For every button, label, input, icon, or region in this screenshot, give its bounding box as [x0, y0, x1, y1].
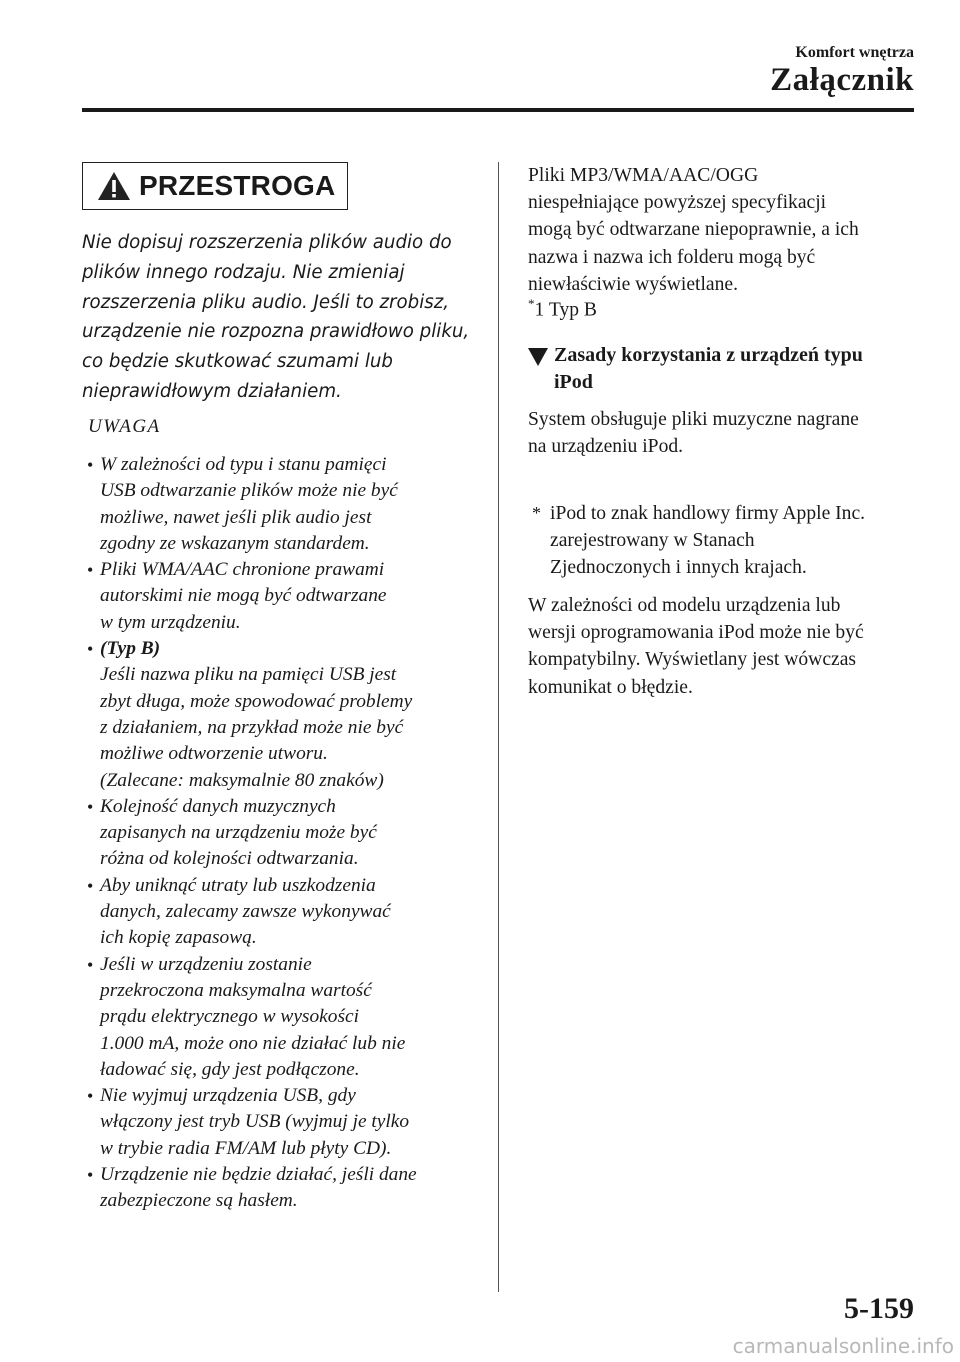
note-item: [86, 1083, 478, 1162]
header-section: Komfort wnętrza: [795, 44, 914, 61]
header-rule: [82, 108, 914, 112]
section-heading-line: iPod: [554, 371, 593, 393]
header-chapter: Załącznik: [770, 62, 914, 98]
trademark-note: [528, 500, 920, 582]
bullet: •: [87, 639, 94, 660]
note-line: zbyt długa, może spowodować problemy: [100, 690, 413, 712]
warning-line: nieprawidłowym działaniem.: [82, 380, 342, 402]
note-line: zabezpieczone są hasłem.: [100, 1190, 298, 1212]
para-line: kompatybilny. Wyświetlany jest wówczas: [528, 649, 857, 671]
footnote-mark: *: [528, 296, 535, 311]
bullet: •: [87, 1086, 94, 1107]
note-line: Aby uniknąć utraty lub uszkodzenia: [100, 874, 376, 896]
warning-triangle-icon: [97, 171, 131, 201]
notes-heading: UWAGA: [88, 416, 161, 437]
para-line: Pliki MP3/WMA/AAC/OGG: [528, 165, 759, 186]
para-line: niewłaściwie wyświetlane.: [528, 273, 739, 295]
triangle-down-icon: [528, 348, 548, 366]
bullet: •: [87, 954, 94, 975]
note-line: 1.000 mA, może ono nie działać lub nie: [100, 1032, 406, 1054]
note-line: Pliki WMA/AAC chronione prawami: [100, 559, 385, 581]
para-line: nazwa i nazwa ich folderu mogą być: [528, 246, 816, 268]
para-line: W zależności od modelu urządzenia lub: [528, 595, 841, 616]
note-line: możliwe odtworzenie utworu.: [100, 743, 328, 765]
note-line: Kolejność danych muzycznych: [100, 795, 336, 817]
note-line: zgodny ze wskazanym standardem.: [100, 532, 370, 554]
note-line: Jeśli w urządzeniu zostanie: [100, 953, 312, 975]
footnote-text: 1 Typ B: [534, 299, 598, 321]
note-line: różna od kolejności odtwarzania.: [100, 848, 359, 870]
note-line: zapisanych na urządzeniu może być: [100, 822, 377, 844]
bullet: •: [87, 796, 94, 817]
warning-title: PRZESTROGA: [139, 170, 336, 201]
bullet: •: [87, 1165, 94, 1186]
bullet: •: [87, 875, 94, 896]
note-line: przekroczona maksymalna wartość: [100, 979, 372, 1001]
note-line: USB odtwarzanie plików może nie być: [100, 480, 398, 502]
para-line: Zjednoczonych i innych krajach.: [550, 557, 807, 579]
bullet: •: [87, 560, 94, 581]
note-line: ich kopię zapasową.: [100, 927, 257, 949]
note-line: (Zalecane: maksymalnie 80 znaków): [100, 769, 384, 791]
section-heading-line: Zasady korzystania z urządzeń typu: [554, 344, 863, 366]
para-line: iPod to znak handlowy firmy Apple Inc.: [550, 503, 866, 524]
footnote: [528, 296, 597, 322]
note-item: [86, 636, 478, 794]
note-line: w tym urządzeniu.: [100, 611, 241, 633]
note-line: ładować się, gdy jest podłączone.: [100, 1058, 360, 1080]
warning-line: co będzie skutkować szumami lub: [82, 351, 393, 373]
watermark: carmanualsonline.info: [732, 1334, 954, 1358]
right-paragraph-ipod: [528, 406, 920, 460]
para-line: System obsługuje pliki muzyczne nagrane: [528, 409, 859, 430]
para-line: zarejestrowany w Stanach: [550, 530, 755, 552]
section-heading-ipod: [528, 342, 920, 396]
note-item: [86, 794, 478, 873]
column-divider: [498, 162, 499, 1292]
note-type-tag: (Typ B): [100, 638, 161, 660]
bullet: •: [87, 455, 94, 475]
note-line: Jeśli nazwa pliku na pamięci USB jest: [100, 664, 397, 686]
note-line: z działaniem, na przykład może nie być: [100, 716, 404, 738]
right-paragraph-compat: [528, 592, 920, 701]
note-item: [86, 952, 478, 1083]
warning-line: urządzenie nie rozpozna prawidłowo pliku,: [82, 321, 470, 343]
para-line: niespełniające powyższej specyfikacji: [528, 192, 827, 214]
warning-line: rozszerzenia pliku audio. Jeśli to zrobisz,: [82, 291, 450, 313]
note-line: danych, zalecamy zawsze wykonywać: [100, 901, 391, 923]
note-line: Nie wyjmuj urządzenia USB, gdy: [100, 1085, 356, 1107]
note-line: włączony jest tryb USB (wyjmuj je tylko: [100, 1111, 410, 1133]
para-line: mogą być odtwarzane niepoprawnie, a ich: [528, 219, 859, 241]
right-paragraph-specs: [528, 162, 920, 298]
note-item: [86, 873, 478, 952]
notes-list: [86, 452, 478, 1215]
note-line: W zależności od typu i stanu pamięci: [100, 454, 387, 475]
warning-line: plików innego rodzaju. Nie zmieniaj: [82, 261, 405, 283]
note-line: autorskimi nie mogą być odtwarzane: [100, 585, 387, 607]
para-line: na urządzeniu iPod.: [528, 436, 684, 458]
para-line: komunikat o błędzie.: [528, 676, 693, 698]
note-item: [86, 557, 478, 636]
warning-text: [82, 228, 474, 407]
note-line: prądu elektrycznego w wysokości: [100, 1006, 360, 1028]
warning-box: [82, 162, 348, 210]
para-line: wersji oprogramowania iPod może nie być: [528, 622, 864, 644]
note-line: w trybie radia FM/AM lub płyty CD).: [100, 1137, 392, 1159]
note-item: [86, 452, 478, 557]
note-line: Urządzenie nie będzie działać, jeśli dane: [100, 1164, 417, 1186]
page-number: 5-159: [844, 1292, 914, 1325]
note-line: możliwe, nawet jeśli plik audio jest: [100, 506, 372, 528]
note-item: [86, 1162, 478, 1215]
warning-line: Nie dopisuj rozszerzenia plików audio do: [82, 232, 452, 253]
asterisk-mark: *: [532, 503, 541, 523]
